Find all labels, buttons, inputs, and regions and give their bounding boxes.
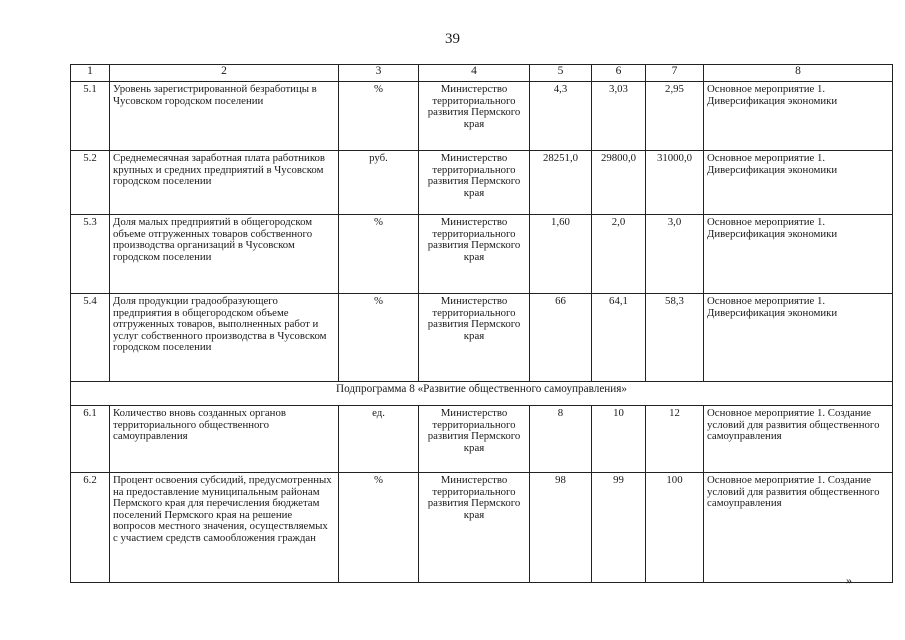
row-number: 5.3 xyxy=(71,215,110,294)
responsible: Министерство территориального развития Пермского края xyxy=(419,151,530,215)
column-number: 2 xyxy=(110,65,339,82)
unit: ед. xyxy=(339,406,419,473)
main-activity: Основное мероприятие 1. Диверсификация экономики xyxy=(704,82,893,151)
row-number: 6.1 xyxy=(71,406,110,473)
row-number: 5.2 xyxy=(71,151,110,215)
table-row xyxy=(71,151,893,215)
column-number: 7 xyxy=(646,65,704,82)
value-col6: 64,1 xyxy=(592,294,646,382)
value-col7: 2,95 xyxy=(646,82,704,151)
indicator-name: Процент освоения субсидий, предусмотренных на предоставление муниципальным районам Пермского края для перечисления бюджетам поселений Пермского края на решение вопросов местного значения, осуществляемых с участием средств самообложения граждан xyxy=(110,473,339,583)
table-row xyxy=(71,406,893,473)
indicators-table xyxy=(70,64,893,583)
responsible: Министерство территориального развития Пермского края xyxy=(419,82,530,151)
table-row xyxy=(71,82,893,151)
value-col5: 66 xyxy=(530,294,592,382)
responsible: Министерство территориального развития Пермского края xyxy=(419,406,530,473)
value-col7: 100 xyxy=(646,473,704,583)
row-number: 5.4 xyxy=(71,294,110,382)
value-col5: 1,60 xyxy=(530,215,592,294)
column-number: 6 xyxy=(592,65,646,82)
responsible: Министерство территориального развития Пермского края xyxy=(419,473,530,583)
indicator-name: Доля малых предприятий в общегородском объеме отгруженных товаров собственного производства организаций в Чусовском городском поселении xyxy=(110,215,339,294)
value-col7: 3,0 xyxy=(646,215,704,294)
table-row xyxy=(71,215,893,294)
value-col7: 58,3 xyxy=(646,294,704,382)
column-number: 8 xyxy=(704,65,893,82)
indicator-name: Доля продукции градообразующего предприятия в общегородском объеме отгруженных товаров, выполненных работ и услуг собственного производства в Чусовском городском поселении xyxy=(110,294,339,382)
value-col6: 29800,0 xyxy=(592,151,646,215)
indicator-name: Среднемесячная заработная плата работников крупных и средних предприятий в Чусовском городском поселении xyxy=(110,151,339,215)
value-col6: 2,0 xyxy=(592,215,646,294)
value-col6: 10 xyxy=(592,406,646,473)
value-col5: 8 xyxy=(530,406,592,473)
page-number: 39 xyxy=(445,31,460,47)
section-row xyxy=(71,382,893,406)
column-number-row xyxy=(71,65,893,82)
unit: % xyxy=(339,294,419,382)
responsible: Министерство территориального развития Пермского края xyxy=(419,294,530,382)
value-col5: 28251,0 xyxy=(530,151,592,215)
table-row xyxy=(71,473,893,583)
column-number: 5 xyxy=(530,65,592,82)
closing-quote: » xyxy=(846,573,852,587)
row-number: 6.2 xyxy=(71,473,110,583)
unit: % xyxy=(339,215,419,294)
unit: % xyxy=(339,82,419,151)
column-number: 4 xyxy=(419,65,530,82)
value-col5: 4,3 xyxy=(530,82,592,151)
main-activity: Основное мероприятие 1. Создание условий для развития общественного самоуправления xyxy=(704,473,893,583)
row-number: 5.1 xyxy=(71,82,110,151)
value-col6: 3,03 xyxy=(592,82,646,151)
indicator-name: Уровень зарегистрированной безработицы в Чусовском городском поселении xyxy=(110,82,339,151)
indicator-name: Количество вновь созданных органов территориального общественного самоуправления xyxy=(110,406,339,473)
value-col7: 31000,0 xyxy=(646,151,704,215)
value-col6: 99 xyxy=(592,473,646,583)
main-activity: Основное мероприятие 1. Диверсификация экономики xyxy=(704,151,893,215)
value-col5: 98 xyxy=(530,473,592,583)
table-row xyxy=(71,294,893,382)
column-number: 3 xyxy=(339,65,419,82)
section-title: Подпрограмма 8 «Развитие общественного самоуправления» xyxy=(71,382,893,406)
main-activity: Основное мероприятие 1. Диверсификация экономики xyxy=(704,294,893,382)
unit: руб. xyxy=(339,151,419,215)
responsible: Министерство территориального развития Пермского края xyxy=(419,215,530,294)
main-activity: Основное мероприятие 1. Создание условий для развития общественного самоуправления xyxy=(704,406,893,473)
value-col7: 12 xyxy=(646,406,704,473)
main-activity: Основное мероприятие 1. Диверсификация экономики xyxy=(704,215,893,294)
column-number: 1 xyxy=(71,65,110,82)
unit: % xyxy=(339,473,419,583)
